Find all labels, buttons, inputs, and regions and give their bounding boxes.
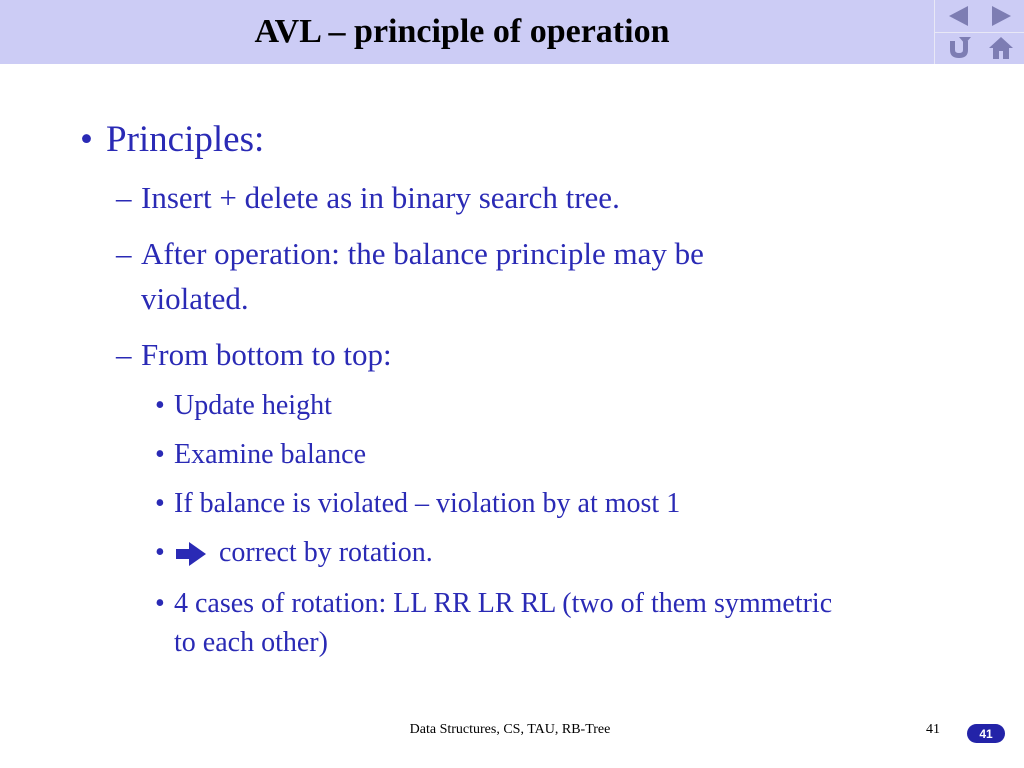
sub-list-item: Update height <box>174 390 332 421</box>
sub-list-item: If balance is violated – violation by at most 1 <box>174 488 681 519</box>
sub-list-item: correct by rotation. <box>219 537 433 568</box>
bullet-dot: • <box>155 537 165 568</box>
dash-marker: – <box>116 236 132 271</box>
sub-list-item: 4 cases of rotation: LL RR LR RL (two of them symmetric <box>174 588 833 619</box>
list-item: From bottom to top: <box>141 337 392 372</box>
bullet-dot: • <box>80 119 93 160</box>
principles-heading: Principles: <box>106 119 265 160</box>
list-item: Insert + delete as in binary search tree. <box>141 180 620 215</box>
dash-marker: – <box>116 337 132 372</box>
page-number-badge: 41 <box>967 724 1005 743</box>
dash-marker: – <box>116 180 132 215</box>
slide-title: AVL – principle of operation <box>254 13 670 50</box>
bullet-dot: • <box>155 439 165 470</box>
bullet-dot: • <box>155 488 165 519</box>
list-item-continuation: violated. <box>141 281 249 316</box>
footer-text: Data Structures, CS, TAU, RB-Tree <box>409 722 611 737</box>
page-number: 41 <box>926 722 940 737</box>
bullet-dot: • <box>155 390 165 421</box>
list-item: After operation: the balance principle may be <box>141 236 704 271</box>
bullet-dot: • <box>155 588 165 619</box>
sub-list-item-continuation: to each other) <box>174 627 328 658</box>
arrow-right-icon <box>174 541 208 567</box>
sub-list-item: Examine balance <box>174 439 367 470</box>
